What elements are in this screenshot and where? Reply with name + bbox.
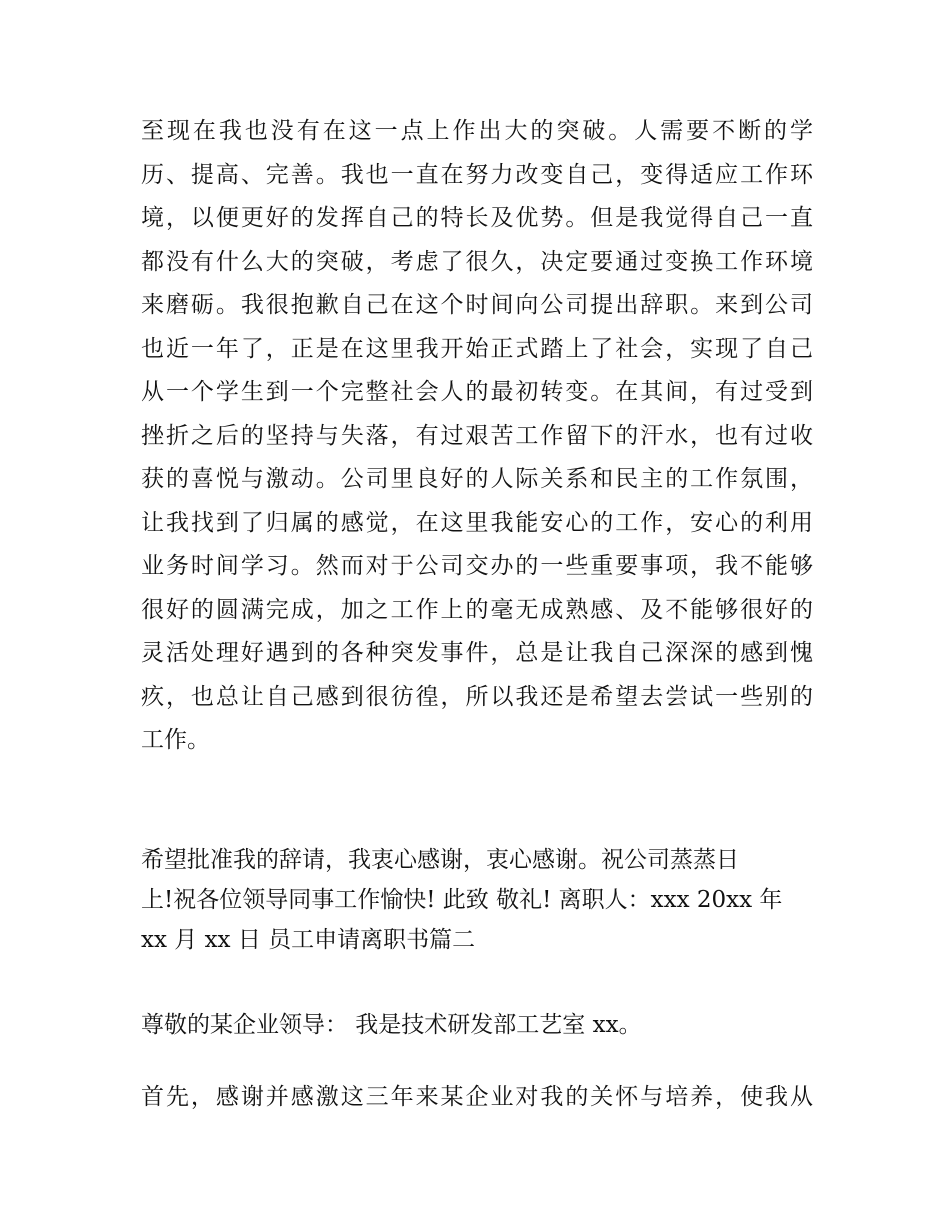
body-paragraph-2 [141, 840, 813, 960]
text-line: 挫折之后的坚持与失落，有过艰苦工作留下的汗水，也有过收 [141, 422, 813, 449]
text-line: 从一个学生到一个完整社会人的最初转变。在其间，有过受到 [141, 379, 813, 405]
text-line: 来磨砺。我很抱歉自己在这个时间向公司提出辞职。来到公司 [141, 292, 813, 318]
salutation-paragraph [141, 1005, 813, 1045]
text-line: 都没有什么大的突破，考虑了很久，决定要通过变换工作环境 [141, 248, 813, 275]
text-line: 至现在我也没有在这一点上作出大的突破。人需要不断的学 [141, 118, 813, 144]
text-line: 境，以便更好的发挥自己的特长及优势。但是我觉得自己一直 [141, 205, 813, 231]
text-line: xx 月 xx 日 员工申请离职书篇二 [141, 927, 476, 953]
text-line: 灵活处理好遇到的各种突发事件，总是让我自己深深的感到愧 [141, 640, 813, 666]
text-line: 疚，也总让自己感到很彷徨，所以我还是希望去尝试一些别的 [141, 683, 813, 710]
text-line: 获的喜悦与激动。公司里良好的人际关系和民主的工作氛围， [141, 466, 813, 492]
text-line: 尊敬的某企业领导： 我是技术研发部工艺室 xx。 [141, 1012, 642, 1038]
text-line: 让我找到了归属的感觉，在这里我能安心的工作，安心的利用 [141, 509, 813, 536]
body-paragraph-4 [141, 1076, 813, 1120]
text-line: 工作。 [141, 727, 210, 753]
text-line: 历、提高、完善。我也一直在努力改变自己，变得适应工作环 [141, 161, 813, 188]
text-line: 也近一年了，正是在这里我开始正式踏上了社会，实现了自己 [141, 335, 813, 362]
text-line: 希望批准我的辞请，我衷心感谢，衷心感谢。祝公司蒸蒸日 [141, 847, 739, 873]
body-paragraph-1 [141, 110, 813, 763]
text-line: 首先，感谢并感激这三年来某企业对我的关怀与培养，使我从 [141, 1084, 813, 1110]
text-line: 业务时间学习。然而对于公司交办的一些重要事项，我不能够 [141, 553, 813, 579]
text-line: 很好的圆满完成，加之工作上的毫无成熟感、及不能够很好的 [141, 596, 813, 623]
text-line: 上!祝各位领导同事工作愉快! 此致 敬礼! 离职人：xxx 20xx 年 [141, 887, 783, 913]
